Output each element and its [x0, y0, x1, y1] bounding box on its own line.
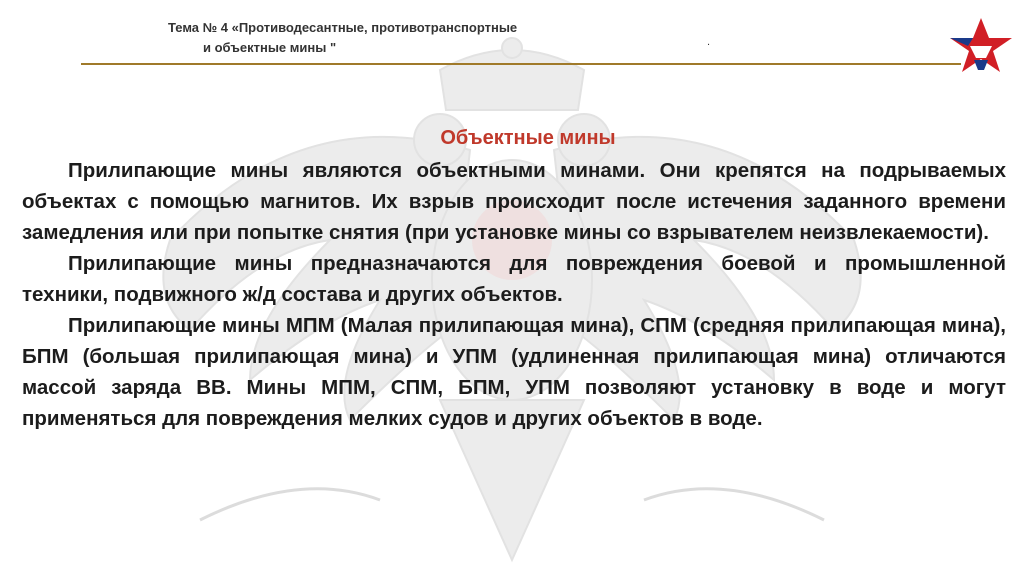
header-title-line-2: и объектные мины " — [203, 40, 337, 55]
section-title: Объектные мины — [440, 127, 616, 149]
paragraph-2: Прилипающие мины предназначаются для повреждения боевой и промышленной техники, подвижного ж/д состава и других объектов. — [22, 252, 1006, 306]
paragraph-3: Прилипающие мины МПМ (Малая прилипающая мина), СПМ (средняя прилипающая мина), БПМ (большая прилипающая мина) и УПМ (удлиненная прилипающая мина) отличаются массой заряда ВВ. Мины МПМ, СПМ, БПМ, УПМ позволяют установку в воде и могут применяться для повреждения мелких судов и других объектов в воде. — [22, 314, 1006, 430]
page-header-title — [168, 18, 568, 58]
header-title-line-1: Тема № 4 «Противодесантные, противотранспортные — [168, 20, 518, 35]
body-text — [22, 155, 1006, 434]
paragraph-1: Прилипающие мины являются объектными минами. Они крепятся на подрываемых объектах с помощью магнитов. Их взрыв происходит после истечения заданного времени замедления или при попытке снятия (при установке мины со взрывателем неизвлекаемости). — [22, 159, 1006, 244]
red-star-logo-icon — [946, 16, 1016, 76]
header-divider — [81, 63, 961, 65]
header-dot: . — [707, 36, 711, 48]
